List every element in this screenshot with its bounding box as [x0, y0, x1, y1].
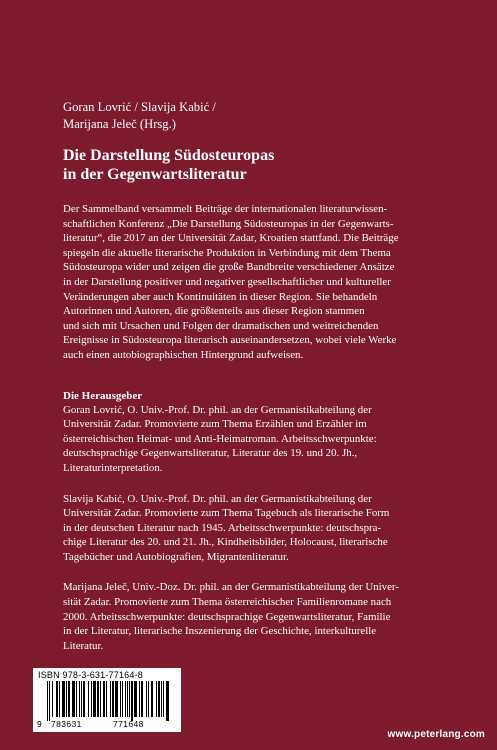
barcode-bar	[56, 681, 58, 717]
barcode-bar	[91, 681, 92, 717]
barcode-bar	[88, 681, 89, 717]
bio-line: deutschsprachige Gegenwartsliteratur, Literatur des 19. und 20. Jh.,	[63, 447, 358, 460]
barcode-bar	[81, 681, 82, 717]
book-title	[63, 146, 463, 184]
barcode-bar	[66, 681, 67, 717]
barcode-bar	[148, 681, 149, 717]
description-line: Autorinnen und Autoren, die größtenteils aus dieser Region stammen	[63, 305, 365, 318]
bio-line: 2000. Arbeitsschwerpunkte: deutschsprachige Gegenwartsliteratur, Familie	[63, 610, 391, 623]
editor-bio-kabic	[63, 492, 463, 565]
bio-line: Literaturinterpretation.	[63, 461, 163, 474]
barcode-bar	[161, 681, 162, 717]
barcode-bar	[127, 681, 128, 717]
barcode-bar	[131, 681, 133, 721]
bio-line: chige Literatur des 20. und 21. Jh., Kindheitsbilder, Holocaust, literarische	[63, 536, 388, 549]
barcode-bars	[45, 681, 171, 721]
barcode-bar	[93, 681, 96, 717]
editors	[63, 99, 463, 133]
barcode-bar	[110, 681, 111, 717]
barcode-bar	[76, 681, 77, 717]
bio-line: Literatur.	[63, 639, 104, 652]
barcode-bar	[112, 681, 114, 717]
barcode-bar	[156, 681, 157, 717]
bio-line: Tagebücher und Autobiografien, Migrantenliteratur.	[63, 550, 289, 563]
barcode-bar	[72, 681, 75, 717]
editor-bio-jelec	[63, 580, 463, 653]
description-line: Ereignisse in Südosteuropa literarisch auseinandersetzen, wobei viele Werke	[63, 334, 397, 347]
bio-line: in der Literatur, literarische Inszenierung der Geschichte, interkulturelle	[63, 625, 377, 638]
barcode-bar	[120, 681, 121, 717]
barcode-digit-group: 9	[37, 719, 43, 729]
barcode-bar	[163, 681, 164, 717]
barcode-bar	[122, 681, 123, 717]
barcode-bar	[139, 681, 140, 717]
cover-text-block	[63, 99, 463, 669]
barcode-bar	[158, 681, 160, 717]
bio-line: in der deutschen Literatur nach 1945. Arbeitsschwerpunkte: deutschspra-	[63, 521, 382, 534]
description-line: schaftlichen Konferenz „Die Darstellung Südosteuropas in der Gegenwarts-	[63, 217, 394, 230]
barcode-bar	[106, 681, 107, 717]
barcode-bar	[59, 681, 60, 717]
barcode-bar	[134, 681, 137, 717]
book-title-line: in der Gegenwartsliteratur	[63, 166, 247, 183]
bio-line: Universität Zadar. Promovierte zum Thema Tagebuch als literarische Form	[63, 507, 390, 520]
barcode-bar	[141, 681, 143, 717]
book-title-line: Die Darstellung Südosteuropas	[63, 147, 275, 164]
description-line: Südosteuropa wider und zeigen die große Bandbreite verschiedener Ansätze	[63, 261, 395, 274]
barcode-bar	[47, 681, 48, 721]
barcode-bar	[79, 681, 80, 717]
barcode-bar	[52, 681, 53, 717]
barcode-bar	[146, 681, 147, 717]
bio-line: Slavija Kabić, O. Univ.-Prof. Dr. phil. an der Germanistikabteilung der	[63, 492, 372, 505]
bio-line: Universität Zadar. Promovierte zum Thema Erzählen und Erzähler im	[63, 418, 367, 431]
barcode-bar	[125, 681, 126, 717]
bio-line: Goran Lovrić, O. Univ.-Prof. Dr. phil. an der Germanistikabteilung der	[63, 403, 372, 416]
barcode-bar	[97, 681, 99, 717]
barcode-bar	[83, 681, 85, 717]
barcode-digit-group: 771648	[113, 719, 144, 729]
bio-line: sität Zadar. Promovierte zum Thema österreichischer Familienromane nach	[63, 596, 392, 609]
description-line: Veränderungen aber auch Kontinuitäten in dieser Region. Sie behandeln	[63, 290, 378, 303]
barcode-bar	[49, 681, 50, 721]
isbn-text: ISBN 978-3-631-77164-8	[38, 670, 143, 680]
barcode-bar	[68, 681, 70, 717]
editor-bio-lovric	[63, 403, 463, 476]
publisher-website: www.peterlang.com	[387, 729, 485, 740]
book-description	[63, 202, 463, 363]
barcode-bar	[129, 681, 130, 717]
editors-line: Goran Lovrić / Slavija Kabić /	[63, 100, 216, 114]
description-line: auch einen autobiographischen Hintergrund aufweisen.	[63, 348, 304, 361]
editors-line: Marijana Jeleč (Hrsg.)	[63, 117, 176, 131]
barcode-digit-group: 783631	[51, 719, 82, 729]
isbn-barcode	[33, 668, 181, 732]
barcode-bar	[100, 681, 101, 717]
barcode-bar	[103, 681, 105, 717]
editors-section-heading: Die Herausgeber	[63, 389, 143, 402]
description-line: und sich mit Ursachen und Folgen der dramatischen und weitreichenden	[63, 319, 379, 332]
bio-line: österreichischen Heimat- und Anti-Heimatroman. Arbeitsschwerpunkte:	[63, 432, 377, 445]
description-line: in der Darstellung positiver und negativer gesellschaftlicher und kultureller	[63, 275, 391, 288]
description-line: Der Sammelband versammelt Beiträge der internationalen literaturwissen-	[63, 203, 388, 215]
barcode-bar	[62, 681, 65, 717]
barcode-bar	[151, 681, 153, 717]
barcode-bar	[166, 681, 169, 721]
description-line: literatur“, die 2017 an der Universität Zadar, Kroatien stattfand. Die Beiträge	[63, 232, 399, 245]
description-line: spiegeln die aktuelle literarische Produktion in Verbindung mit dem Thema	[63, 246, 391, 259]
barcode-bar	[115, 681, 118, 717]
bio-line: Marijana Jeleč, Univ.-Doz. Dr. phil. an der Germanistikabteilung der Univer-	[63, 581, 399, 594]
